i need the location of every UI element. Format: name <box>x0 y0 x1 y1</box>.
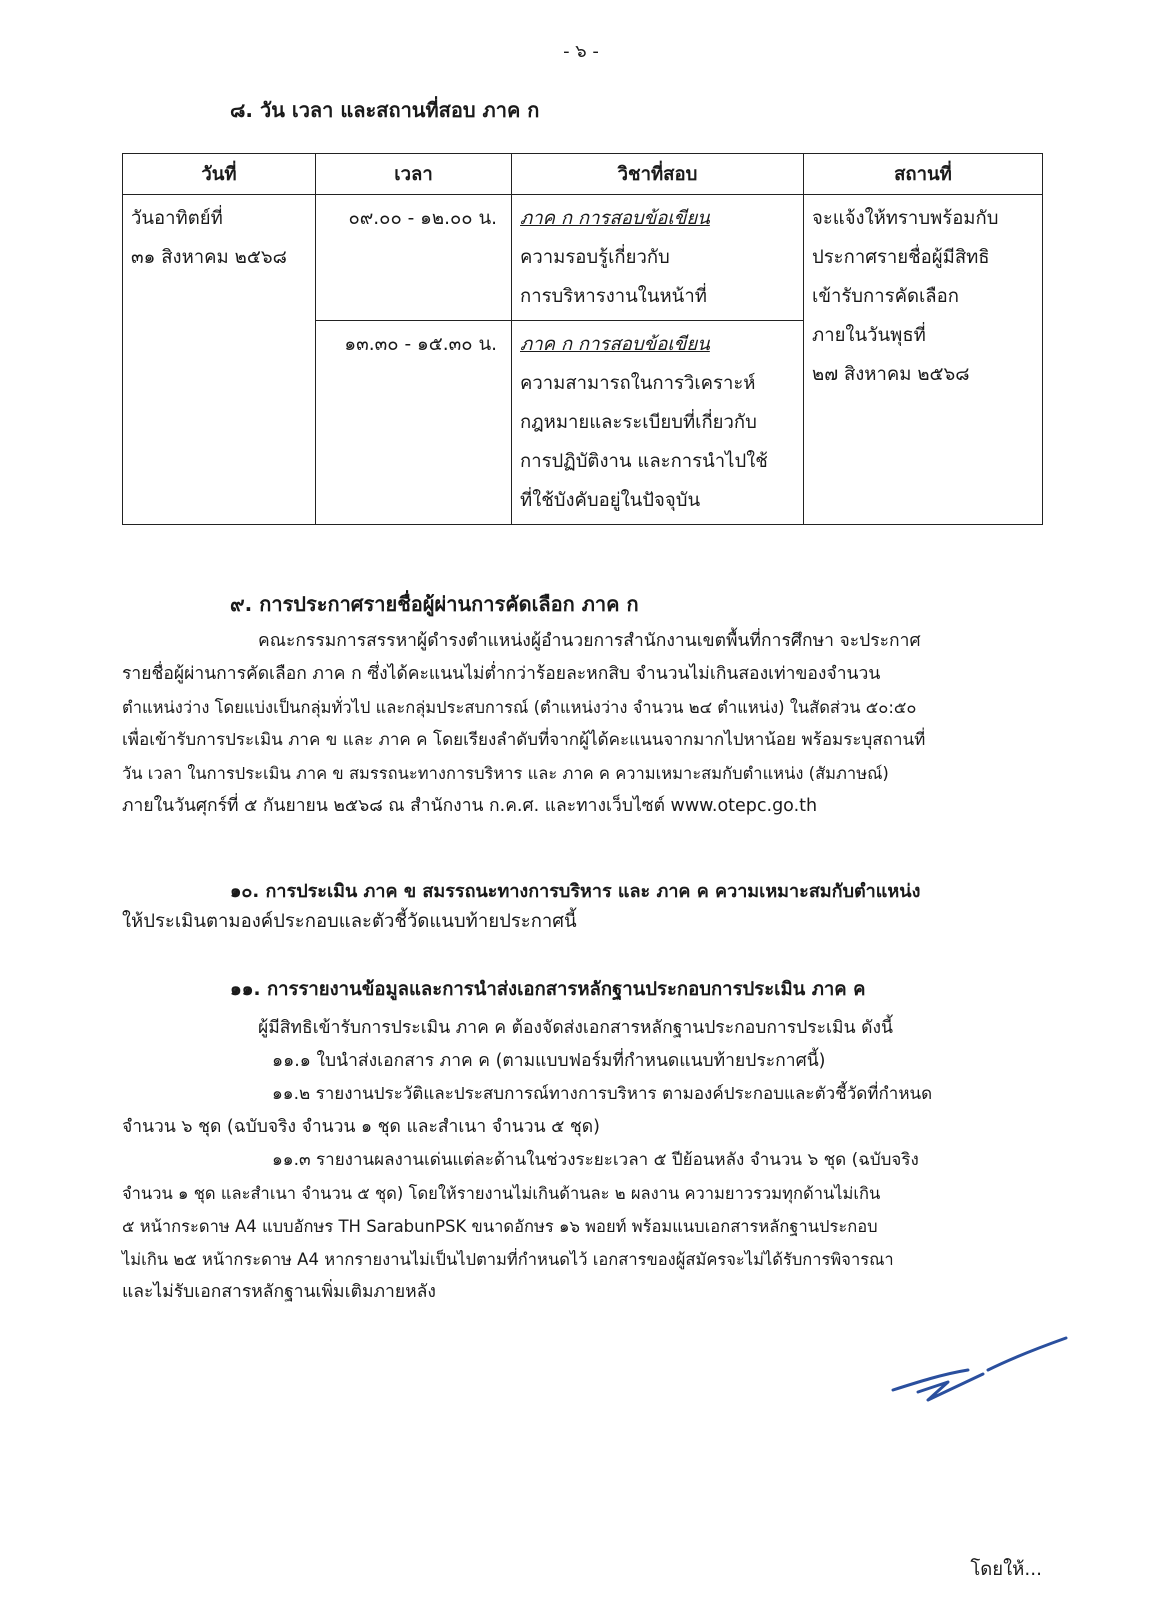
place-cell <box>804 195 1043 525</box>
time-cell <box>316 321 512 525</box>
session-1-subject-line: ความรอบรู้เกี่ยวกับ <box>520 247 670 268</box>
place-line: เข้ารับการคัดเลือก <box>812 286 959 307</box>
header-date: วันที่ <box>123 154 316 195</box>
session-1-subject-title: ภาค ก การสอบข้อเขียน <box>520 208 710 229</box>
date-cell <box>123 195 316 525</box>
time-cell <box>316 195 512 321</box>
session-1-time: ๐๙.๐๐ - ๑๒.๐๐ น. <box>348 208 497 229</box>
table-header-row <box>123 154 1043 195</box>
item-11-2-line: ๑๑.๒ รายงานประวัติและประสบการณ์ทางการบริหาร ตามองค์ประกอบและตัวชี้วัดที่กำหนด <box>272 1084 933 1104</box>
item-11-2-line: จำนวน ๖ ชุด (ฉบับจริง จำนวน ๑ ชุด และสำเนา จำนวน ๕ ชุด) <box>122 1117 600 1137</box>
paragraph-line: เพื่อเข้ารับการประเมิน ภาค ข และ ภาค ค โดยเรียงลำดับที่จากผู้ได้คะแนนจากมากไปหาน้อย พร้อมระบุสถานที่ <box>122 730 926 750</box>
section-9-title: ๙. การประกาศรายชื่อผู้ผ่านการคัดเลือก ภาค ก <box>230 592 639 616</box>
paragraph-line: ให้ประเมินตามองค์ประกอบและตัวชี้วัดแนบท้ายประกาศนี้ <box>122 911 577 932</box>
paragraph-line: ตำแหน่งว่าง โดยแบ่งเป็นกลุ่มทั่วไป และกลุ่มประสบการณ์ (ตำแหน่งว่าง จำนวน ๒๔ ตำแหน่ง) ในสัดส่วน ๕๐:๕๐ <box>122 698 917 717</box>
exam-schedule-table <box>122 153 1043 525</box>
header-subject: วิชาที่สอบ <box>512 154 804 195</box>
header-place: สถานที่ <box>804 154 1043 195</box>
paragraph-line: ผู้มีสิทธิเข้ารับการประเมิน ภาค ค ต้องจัดส่งเอกสารหลักฐานประกอบการประเมิน ดังนี้ <box>258 1018 893 1038</box>
signature-mark <box>888 1330 1068 1410</box>
section-10-title: ๑๐. การประเมิน ภาค ข สมรรถนะทางการบริหาร และ ภาค ค ความเหมาะสมกับตำแหน่ง <box>230 881 921 902</box>
place-line: จะแจ้งให้ทราบพร้อมกับ <box>812 208 999 229</box>
session-2-time: ๑๓.๓๐ - ๑๕.๓๐ น. <box>344 334 497 355</box>
section-10-body <box>122 905 1042 938</box>
section-8-title: ๘. วัน เวลา และสถานที่สอบ ภาค ก <box>230 98 540 122</box>
paragraph-line: ภายในวันศุกร์ที่ ๕ กันยายน ๒๕๖๘ ณ สำนักงาน ก.ค.ศ. และทางเว็บไซต์ www.otepc.go.th <box>122 796 818 816</box>
date-line: วันอาทิตย์ที่ <box>131 208 223 229</box>
subject-cell <box>512 321 804 525</box>
item-11-3-line: ๑๑.๓ รายงานผลงานเด่นแต่ละด้านในช่วงระยะเวลา ๕ ปีย้อนหลัง จำนวน ๖ ชุด (ฉบับจริง <box>272 1150 919 1170</box>
page-number: - ๖ - <box>563 41 599 62</box>
item-11-3-line: และไม่รับเอกสารหลักฐานเพิ่มเติมภายหลัง <box>122 1282 436 1302</box>
place-line: ๒๗ สิงหาคม ๒๕๖๘ <box>812 364 970 385</box>
section-11-title: ๑๑. การรายงานข้อมูลและการนำส่งเอกสารหลักฐานประกอบการประเมิน ภาค ค <box>230 979 866 1000</box>
place-line: ภายในวันพุธที่ <box>812 325 926 346</box>
session-2-subject-line: กฎหมายและระเบียบที่เกี่ยวกับ <box>520 412 757 433</box>
paragraph-line: คณะกรรมการสรรหาผู้ดำรงตำแหน่งผู้อำนวยการสำนักงานเขตพื้นที่การศึกษา จะประกาศ <box>258 631 921 651</box>
session-2-subject-title: ภาค ก การสอบข้อเขียน <box>520 334 710 355</box>
paragraph-line: วัน เวลา ในการประเมิน ภาค ข สมรรถนะทางการบริหาร และ ภาค ค ความเหมาะสมกับตำแหน่ง (สัมภาษณ์) <box>122 764 889 783</box>
session-2-subject-line: การปฏิบัติงาน และการนำไปใช้ <box>520 451 768 472</box>
section-11-body <box>122 1012 1042 1309</box>
paragraph-line: รายชื่อผู้ผ่านการคัดเลือก ภาค ก ซึ่งได้คะแนนไม่ต่ำกว่าร้อยละหกสิบ จำนวนไม่เกินสองเท่าของจำนวน <box>122 664 881 684</box>
table-row <box>123 195 1043 321</box>
place-line: ประกาศรายชื่อผู้มีสิทธิ <box>812 247 990 268</box>
date-line: ๓๑ สิงหาคม ๒๕๖๘ <box>131 247 287 268</box>
item-11-3-line: ไม่เกิน ๒๕ หน้ากระดาษ A4 หากรายงานไม่เป็นไปตามที่กำหนดไว้ เอกสารของผู้สมัครจะไม่ได้รับการพิจารณา <box>122 1250 894 1269</box>
session-2-subject-line: ความสามารถในการวิเคราะห์ <box>520 373 756 394</box>
subject-cell <box>512 195 804 321</box>
section-9-body <box>122 625 1042 823</box>
session-2-subject-line: ที่ใช้บังคับอยู่ในปัจจุบัน <box>520 490 701 511</box>
item-11-3-line: ๕ หน้ากระดาษ A4 แบบอักษร TH SarabunPSK ขนาดอักษร ๑๖ พอยท์ พร้อมแนบเอกสารหลักฐานประกอบ <box>122 1217 878 1236</box>
session-1-subject-line: การบริหารงานในหน้าที่ <box>520 286 707 307</box>
header-time: เวลา <box>316 154 512 195</box>
item-11-3-line: จำนวน ๑ ชุด และสำเนา จำนวน ๕ ชุด) โดยให้รายงานไม่เกินด้านละ ๒ ผลงาน ความยาวรวมทุกด้านไม่เกิน <box>122 1184 881 1203</box>
item-11-1: ๑๑.๑ ใบนำส่งเอกสาร ภาค ค (ตามแบบฟอร์มที่กำหนดแนบท้ายประกาศนี้) <box>272 1051 826 1071</box>
continuation-text: โดยให้... <box>970 1559 1042 1580</box>
